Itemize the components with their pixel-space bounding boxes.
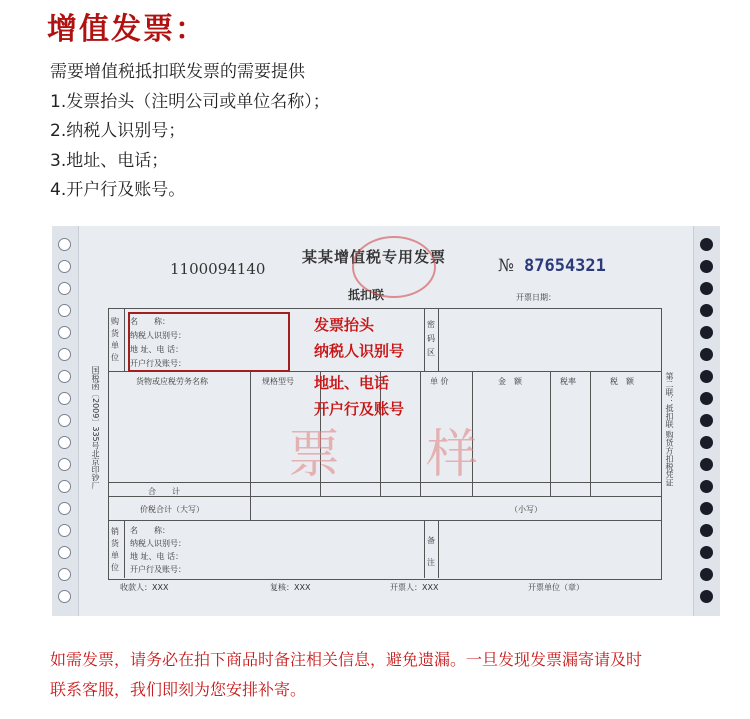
perforation-hole	[700, 326, 713, 339]
requirement-item: 3.地址、电话；	[50, 151, 169, 171]
perforation-hole	[700, 238, 713, 251]
invoice-title: 某某增值税专用发票	[302, 248, 447, 266]
seller-name-field: 名 称：	[130, 526, 170, 535]
seller-seal-label: 开票单位（章）	[528, 583, 584, 592]
buyer-address-field: 地 址、电 话：	[130, 345, 184, 354]
perforation-hole	[58, 568, 71, 581]
footer-note-line2: 联系客服，我们即刻为您安排补寄。	[50, 680, 307, 699]
page-title: 增值发票：	[47, 12, 207, 47]
remark-label: 备注	[427, 536, 435, 567]
total-label: 合 计	[148, 487, 180, 496]
watermark-char: 样	[426, 425, 479, 485]
requirement-item: 2.纳税人识别号；	[50, 121, 186, 141]
table-line	[438, 308, 439, 371]
table-line	[550, 371, 551, 496]
annotation-bank: 开户行及账号	[314, 400, 405, 418]
annotation-buyer-title: 发票抬头	[314, 316, 375, 334]
perforation-hole	[58, 524, 71, 537]
perforation-hole	[58, 326, 71, 339]
table-line	[108, 482, 661, 483]
perforation-hole	[700, 260, 713, 273]
col-rate-header: 税率	[560, 377, 576, 386]
col-goods-header: 货物或应税劳务名称	[136, 377, 208, 386]
table-line	[424, 308, 425, 371]
perforation-hole	[58, 304, 71, 317]
perforation-hole	[58, 282, 71, 295]
buyer-highlight-box	[128, 312, 290, 372]
table-line	[108, 496, 661, 497]
annotation-taxid: 纳税人识别号	[314, 342, 405, 360]
requirement-item: 1.发票抬头（注明公司或单位名称）；	[50, 92, 330, 112]
perforation-hole	[58, 370, 71, 383]
buyer-name-field: 名 称：	[130, 317, 170, 326]
copy-label: 抵扣联	[348, 288, 385, 302]
perforation-hole	[700, 458, 713, 471]
requirement-item: 4.开户行及账号。	[50, 180, 186, 200]
seller-address-field: 地 址、电 话：	[130, 552, 184, 561]
reviewer-label: 复核：XXX	[270, 583, 311, 592]
issue-date-label: 开票日期：	[516, 293, 556, 302]
table-line	[424, 520, 425, 578]
col-amount-header: 金 额	[498, 377, 522, 386]
perforation-hole	[700, 480, 713, 493]
perforation-hole	[700, 282, 713, 295]
left-vertical-text: 国税函〔2009〕335号北京印钞厂	[91, 366, 100, 490]
perforation-hole	[700, 414, 713, 427]
annotation-address: 地址、电话	[314, 374, 390, 392]
buyer-bank-field: 开户行及账号：	[130, 359, 186, 368]
perforation-hole	[700, 304, 713, 317]
perforation-hole	[58, 414, 71, 427]
invoice-number-prefix: №	[498, 256, 515, 276]
perforation-hole	[58, 348, 71, 361]
invoice-number: 87654321	[524, 256, 606, 276]
perforation-hole	[700, 568, 713, 581]
perforation-hole	[58, 502, 71, 515]
perforation-hole	[58, 590, 71, 603]
buyer-label: 购货单位	[111, 317, 119, 362]
table-line	[250, 371, 251, 521]
perforation-hole	[58, 436, 71, 449]
buyer-taxid-field: 纳税人识别号：	[130, 331, 186, 340]
footer-note-line1: 如需发票，请务必在拍下商品时备注相关信息，避免遗漏。一旦发现发票漏寄请及时	[50, 650, 643, 669]
small-write-label: （小写）	[510, 505, 542, 514]
perforation-hole	[700, 590, 713, 603]
perforation-hole	[58, 546, 71, 559]
invoice-code: 1100094140	[170, 260, 266, 278]
table-line	[124, 520, 125, 578]
col-spec-header: 规格型号	[262, 377, 294, 386]
total-tax-label: 价税合计（大写）	[140, 505, 204, 514]
perforation-hole	[700, 502, 713, 515]
perforation-hole	[700, 546, 713, 559]
watermark-char: 票	[288, 425, 341, 485]
perforation-hole	[700, 370, 713, 383]
requirements-intro: 需要增值税抵扣联发票的需要提供	[50, 62, 305, 82]
table-line	[420, 371, 421, 496]
right-perforated-strip	[693, 226, 720, 616]
col-price-header: 单 价	[430, 377, 449, 386]
stamp-seal	[352, 236, 436, 298]
payee-label: 收款人：XXX	[120, 583, 169, 592]
table-line	[590, 371, 591, 496]
perforation-hole	[58, 238, 71, 251]
perforation-hole	[700, 524, 713, 537]
perforation-hole	[58, 458, 71, 471]
seller-label: 销货单位	[111, 527, 119, 572]
perforation-hole	[700, 348, 713, 361]
table-line	[438, 520, 439, 578]
perforation-hole	[58, 480, 71, 493]
left-perforated-strip	[52, 226, 79, 616]
seller-taxid-field: 纳税人识别号：	[130, 539, 186, 548]
table-line	[108, 520, 661, 521]
perforation-hole	[58, 392, 71, 405]
col-tax-header: 税 额	[610, 377, 634, 386]
right-vertical-text: 第二联：抵扣联 购货方扣税凭证	[665, 372, 674, 487]
perforation-hole	[58, 260, 71, 273]
perforation-hole	[700, 436, 713, 449]
drawer-label: 开票人：XXX	[390, 583, 439, 592]
cipher-label: 密码区	[427, 320, 435, 357]
seller-bank-field: 开户行及账号：	[130, 565, 186, 574]
perforation-hole	[700, 392, 713, 405]
table-line	[124, 308, 125, 371]
